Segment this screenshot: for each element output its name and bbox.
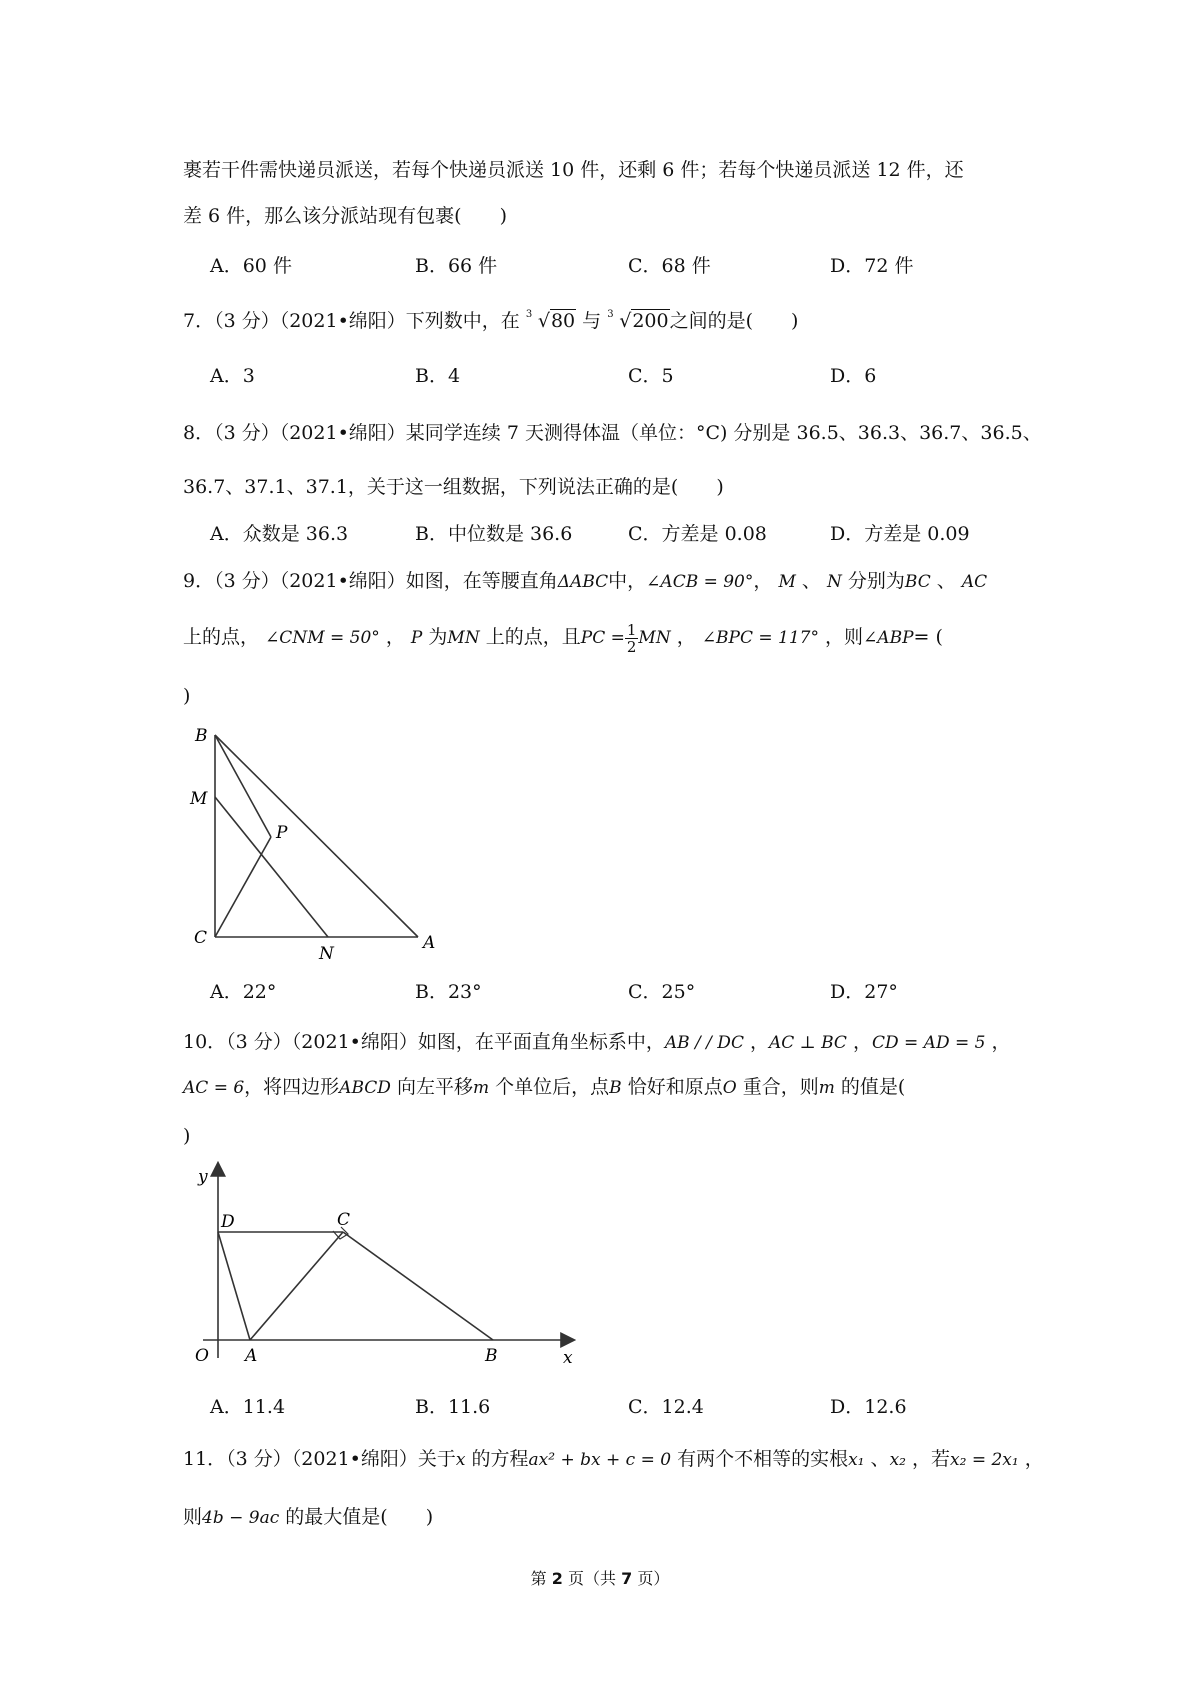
q8-line-2: 36.7、37.1、37.1，关于这一组数据，下列说法正确的是( ) <box>183 476 724 498</box>
q8-option-d: D．方差是 0.09 <box>830 523 970 545</box>
q6-line-1: 裹若干件需快递员派送，若每个快递员派送 10 件，还剩 6 件；若每个快递员派送 12 件，还 <box>183 159 964 181</box>
q8-option-b: B．中位数是 36.6 <box>415 523 573 545</box>
q7-prefix: 7．（3 分）（2021•绵阳）下列数中，在 <box>183 310 520 332</box>
q10-option-a: A．11.4 <box>210 1396 286 1418</box>
q7-option-c: C．5 <box>628 365 674 387</box>
q8-line-1: 8．（3 分）（2021•绵阳）某同学连续 7 天测得体温（单位：°C) 分别是 36.5、36.3、36.7、36.5、 <box>183 422 1042 444</box>
q7-suffix: 之间的是( ) <box>669 310 799 332</box>
q9-option-b: B．23° <box>415 981 482 1003</box>
q10-option-b: B．11.6 <box>415 1396 491 1418</box>
q9-label-n: N <box>319 944 334 964</box>
q10-quadrilateral-figure <box>183 1158 583 1368</box>
q10-line-3: ) <box>183 1125 191 1147</box>
q6-line-2: 差 6 件，那么该分派站现有包裹( ) <box>183 205 507 227</box>
q7-cube-root-200: 3 √200 <box>607 309 669 332</box>
q9-label-m: M <box>190 789 208 809</box>
q9-segment-cp <box>215 837 271 937</box>
q10-option-d: D．12.6 <box>830 1396 907 1418</box>
q9-segment-mn <box>215 797 328 937</box>
q9-option-a: A．22° <box>210 981 277 1003</box>
page-number: 2 <box>551 1569 563 1588</box>
q9-segment-bp <box>215 735 271 837</box>
q9-triangle-figure <box>183 725 453 965</box>
q11-line-2: 则4b − 9ac 的最大值是( ) <box>183 1506 434 1528</box>
q9-line-2: 上的点， ∠CNM = 50° ， P 为MN 上的点，且PC = $\frac{1}{2}$ MN ， ∠BPC = 117° ，则∠ABP= ( <box>183 620 943 656</box>
q7-stem <box>183 308 798 334</box>
q8-option-c: C．方差是 0.08 <box>628 523 767 545</box>
q9-label-b: B <box>195 726 208 746</box>
q9-option-d: D．27° <box>830 981 898 1003</box>
q10-option-c: C．12.4 <box>628 1396 704 1418</box>
q10-label-a: A <box>245 1346 258 1366</box>
q9-segment-ba <box>215 735 418 937</box>
q6-option-c: C．68 件 <box>628 255 711 277</box>
q7-cube-root-80: 3 √80 <box>525 309 576 332</box>
q9-line-3: ) <box>183 685 191 707</box>
q9-option-c: C．25° <box>628 981 696 1003</box>
q9-label-p: P <box>276 823 288 843</box>
q7-option-a: A．3 <box>210 365 255 387</box>
q8-option-a: A．众数是 36.3 <box>210 523 349 545</box>
q10-segment-cb <box>343 1232 493 1340</box>
q11-line-1: 11．（3 分）（2021•绵阳）关于x 的方程ax² + bx + c = 0 有两个不相等的实根x₁ 、x₂ ，若x₂ = 2x₁ ， <box>183 1448 1044 1470</box>
q7-option-b: B．4 <box>415 365 461 387</box>
q7-mid: 与 <box>582 310 602 332</box>
q10-label-c: C <box>337 1210 351 1230</box>
q10-label-o: O <box>195 1346 209 1366</box>
q10-segment-ac <box>250 1232 343 1340</box>
q9-label-a: A <box>423 933 436 953</box>
q10-segment-da <box>218 1232 250 1340</box>
q6-option-d: D．72 件 <box>830 255 914 277</box>
q10-label-y: y <box>198 1167 208 1187</box>
q10-label-d: D <box>221 1212 235 1232</box>
q10-label-b: B <box>485 1346 498 1366</box>
q7-option-d: D．6 <box>830 365 877 387</box>
q9-label-c: C <box>194 928 208 948</box>
q6-option-b: B．66 件 <box>415 255 498 277</box>
total-pages: 7 <box>621 1569 633 1588</box>
q10-line-2: AC = 6，将四边形ABCD 向左平移m 个单位后，点B 恰好和原点O 重合，则m 的值是( <box>183 1076 906 1098</box>
q10-line-1: 10．（3 分）（2021•绵阳）如图，在平面直角坐标系中，AB / / DC ，AC ⊥ BC ，CD = AD = 5 ， <box>183 1031 1011 1053</box>
page-footer: 第 2 页（共 7 页） <box>530 1569 670 1588</box>
q10-label-x: x <box>563 1348 573 1368</box>
q9-fraction: $\frac{1}{2}$ <box>626 620 637 656</box>
q9-line-1: 9．（3 分）（2021•绵阳）如图，在等腰直角ΔABC中，∠ACB = 90°， M 、 N 分别为BC 、 AC <box>183 570 988 592</box>
q6-option-a: A．60 件 <box>210 255 292 277</box>
